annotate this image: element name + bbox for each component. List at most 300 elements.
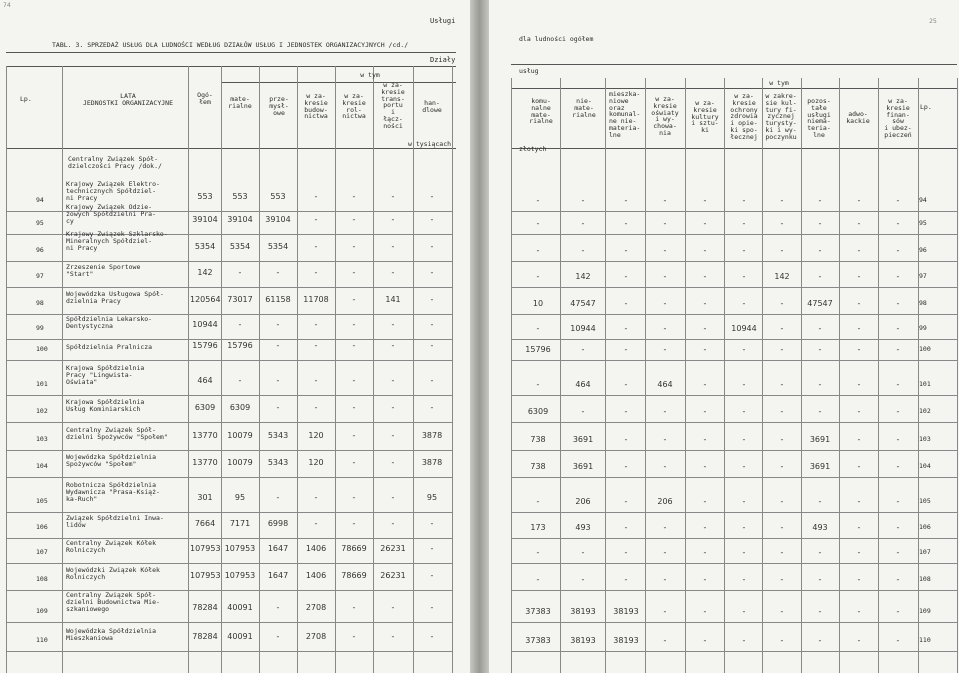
table-cell: -: [352, 403, 356, 412]
row-rule: [511, 450, 957, 451]
section-heading-uslugi: Usługi: [430, 17, 456, 25]
table-cell: -: [430, 603, 434, 612]
row-lp: 101: [36, 380, 48, 388]
table-cell: -: [818, 607, 822, 616]
row-lp: 109: [919, 607, 931, 615]
table-title-continued: dla ludności ogółem: [519, 35, 594, 43]
row-rule: [511, 360, 957, 361]
table-cell: -: [581, 246, 585, 255]
table-cell: -: [624, 435, 628, 444]
table-cell: -: [742, 380, 746, 389]
table-cell: -: [742, 219, 746, 228]
column-rule: [413, 66, 414, 673]
column-rule: [918, 78, 919, 673]
table-cell: 493: [812, 523, 828, 532]
page-number: 25: [929, 17, 937, 25]
table-cell: 95: [234, 493, 246, 502]
table-cell: -: [896, 219, 900, 228]
row-rule: [511, 395, 957, 396]
section-note: Centralny Związek Spół- dzielczości Pracy /dok./: [68, 155, 162, 170]
table-cell: -: [896, 435, 900, 444]
table-cell: -: [818, 345, 822, 354]
table-cell: -: [352, 268, 356, 277]
row-unit-name: Związek Spółdzielni Inwa- lidów: [66, 514, 164, 529]
row-unit-name: Centralny Związek Spół- dzielni Budownictwa Mie- szkaniowego: [66, 591, 160, 613]
table-cell: -: [857, 407, 861, 416]
table-cell: -: [857, 636, 861, 645]
row-rule: [6, 512, 452, 513]
table-cell: 301: [197, 493, 213, 502]
table-cell: -: [857, 272, 861, 281]
table-cell: 738: [530, 435, 546, 444]
table-cell: -: [857, 497, 861, 506]
unit-label-right: złotych: [519, 145, 547, 153]
row-lp: 109: [36, 607, 48, 615]
table-cell: -: [703, 345, 707, 354]
table-cell: -: [430, 242, 434, 251]
row-unit-name: Krajowa Spółdzielnia Usług Kominiarskich: [66, 398, 145, 413]
unit-label: w tysiącach: [408, 140, 452, 148]
col-header-transportu: w za- kresie trans- portu i łącz- ności: [381, 81, 405, 130]
row-unit-name: Wojewódzki Związek Kółek Rolniczych: [66, 566, 160, 581]
table-cell: 3878: [421, 458, 443, 467]
table-cell: -: [818, 219, 822, 228]
table-cell: -: [742, 523, 746, 532]
table-cell: -: [536, 575, 540, 584]
row-lp: 108: [919, 575, 931, 583]
table-cell: -: [581, 219, 585, 228]
row-rule: [511, 512, 957, 513]
col-header-budownictwa: w za- kresie budow- nictwa: [304, 92, 328, 121]
table-cell: -: [857, 196, 861, 205]
col-header-w-tym: w tym: [360, 71, 380, 79]
table-cell: -: [352, 192, 356, 201]
row-lp: 105: [919, 497, 931, 505]
table-cell: -: [624, 219, 628, 228]
table-cell: -: [238, 376, 242, 385]
table-cell: 3691: [572, 462, 594, 471]
column-rule: [62, 66, 63, 673]
table-cell: -: [896, 299, 900, 308]
table-cell: -: [703, 523, 707, 532]
table-cell: -: [780, 324, 784, 333]
table-cell: -: [896, 324, 900, 333]
table-cell: -: [703, 246, 707, 255]
table-cell: -: [703, 219, 707, 228]
table-cell: -: [536, 380, 540, 389]
section-heading-dzialy: Działy: [430, 56, 456, 64]
table-cell: -: [663, 246, 667, 255]
table-cell: -: [857, 523, 861, 532]
table-cell: -: [663, 219, 667, 228]
row-lp: 95: [36, 219, 44, 227]
table-cell: -: [857, 345, 861, 354]
table-cell: -: [276, 493, 280, 502]
col-header-ogolem: Ogó- łem: [197, 91, 213, 106]
table-cell: 3691: [572, 435, 594, 444]
table-cell: -: [624, 548, 628, 557]
table-cell: 38193: [570, 636, 596, 645]
table-cell: -: [896, 607, 900, 616]
table-cell: 3878: [421, 431, 443, 440]
rule-header-bottom-right: [511, 148, 957, 149]
table-cell: -: [624, 407, 628, 416]
table-cell: -: [896, 272, 900, 281]
col-header-w-tym-right: w tym: [769, 79, 789, 87]
table-cell: -: [276, 341, 280, 350]
table-cell: 173: [530, 523, 546, 532]
table-cell: -: [391, 493, 395, 502]
row-lp: 108: [36, 575, 48, 583]
table-cell: -: [391, 458, 395, 467]
column-rule: [259, 66, 260, 673]
table-cell: -: [818, 407, 822, 416]
table-cell: -: [703, 636, 707, 645]
table-cell: -: [276, 603, 280, 612]
column-rule: [335, 66, 336, 673]
table-cell: -: [857, 299, 861, 308]
table-cell: -: [663, 299, 667, 308]
table-cell: -: [896, 636, 900, 645]
row-lp: 103: [36, 435, 48, 443]
table-cell: 553: [197, 192, 213, 201]
table-cell: -: [663, 636, 667, 645]
table-cell: -: [742, 345, 746, 354]
table-cell: -: [624, 345, 628, 354]
row-rule: [511, 234, 957, 235]
table-title: TABL. 3. SPRZEDAŻ USŁUG DLA LUDNOŚCI WEDŁUG DZIAŁÓW USŁUG I JEDNOSTEK ORGANIZACYJNYCH /cd./: [52, 41, 409, 49]
table-cell: -: [352, 376, 356, 385]
table-cell: -: [663, 607, 667, 616]
table-cell: -: [703, 575, 707, 584]
table-cell: -: [430, 268, 434, 277]
table-cell: 10944: [570, 324, 596, 333]
table-cell: 107953: [224, 571, 256, 580]
row-unit-name: Centralny Związek Kółek Rolniczych: [66, 539, 157, 554]
col-header-lp: Lp.: [20, 95, 32, 103]
table-cell: 40091: [227, 603, 253, 612]
row-rule: [511, 422, 957, 423]
table-cell: -: [857, 324, 861, 333]
column-rule: [188, 66, 189, 673]
table-cell: -: [352, 493, 356, 502]
table-cell: -: [780, 299, 784, 308]
table-cell: 47547: [570, 299, 596, 308]
table-cell: -: [780, 497, 784, 506]
table-cell: -: [780, 246, 784, 255]
row-lp: 106: [919, 523, 931, 531]
row-rule: [6, 477, 452, 478]
table-cell: -: [663, 324, 667, 333]
row-lp: 107: [919, 548, 931, 556]
table-cell: -: [703, 607, 707, 616]
row-rule: [6, 622, 452, 623]
table-cell: -: [430, 632, 434, 641]
column-rule: [297, 66, 298, 673]
table-cell: -: [857, 219, 861, 228]
row-lp: 106: [36, 523, 48, 531]
table-cell: -: [896, 523, 900, 532]
row-lp: 97: [919, 272, 927, 280]
row-lp: 102: [36, 407, 48, 415]
table-cell: -: [857, 575, 861, 584]
row-lp: 100: [36, 345, 48, 353]
table-cell: 3691: [809, 462, 831, 471]
book-gutter: [470, 0, 489, 673]
table-cell: -: [536, 246, 540, 255]
table-cell: -: [352, 431, 356, 440]
table-cell: -: [352, 458, 356, 467]
column-rule: [605, 78, 606, 673]
table-cell: -: [314, 320, 318, 329]
row-unit-name: Krajowa Spółdzielnia Pracy "Lingwista- Oświata": [66, 364, 145, 386]
rule-under-title: [6, 66, 456, 67]
table-cell: 120564: [190, 295, 221, 304]
row-rule: [511, 651, 957, 652]
table-cell: -: [857, 462, 861, 471]
col-header-pozostale: pozos- tałe usługi niema- teria- lne: [807, 97, 831, 140]
table-cell: -: [430, 215, 434, 224]
row-rule: [6, 339, 452, 340]
column-rule: [511, 78, 512, 673]
row-rule: [511, 287, 957, 288]
table-cell: -: [391, 403, 395, 412]
row-lp: 110: [36, 636, 48, 644]
row-unit-name: Spółdzielnia Pralnicza: [66, 343, 153, 351]
table-cell: 78284: [192, 632, 218, 641]
table-cell: -: [703, 324, 707, 333]
table-cell: -: [742, 497, 746, 506]
table-cell: -: [857, 607, 861, 616]
table-cell: -: [238, 268, 242, 277]
row-unit-name: Wojewódzka Spółdzielnia Spożywców "Społem": [66, 453, 157, 468]
table-cell: -: [276, 403, 280, 412]
table-cell: 2708: [305, 632, 327, 641]
table-cell: -: [391, 268, 395, 277]
table-cell: -: [663, 196, 667, 205]
col-header-niematerialne: nie- mate- rialne: [572, 97, 596, 119]
table-cell: -: [780, 575, 784, 584]
right-page: [489, 0, 959, 673]
table-cell: -: [742, 272, 746, 281]
table-cell: 120: [308, 431, 324, 440]
col-header-kultury: w za- kresie kultury i sztu- ki: [691, 99, 719, 135]
row-lp: 104: [36, 462, 48, 470]
row-lp: 102: [919, 407, 931, 415]
table-cell: -: [276, 268, 280, 277]
row-unit-name: Robotnicza Spółdzielnia Wydawnicza "Prasa-Książ- ka-Ruch": [66, 481, 160, 503]
col-header-oswiaty: w za- kresie oświaty i wy- chowa- nia: [651, 95, 679, 138]
table-cell: -: [663, 462, 667, 471]
row-rule: [511, 477, 957, 478]
table-cell: 141: [385, 295, 401, 304]
table-cell: 15796: [227, 341, 253, 350]
table-cell: -: [663, 523, 667, 532]
table-cell: -: [818, 575, 822, 584]
table-cell: 142: [575, 272, 591, 281]
table-cell: 39104: [265, 215, 291, 224]
table-cell: -: [896, 497, 900, 506]
table-cell: -: [391, 320, 395, 329]
rule-w-tym-right: [511, 88, 957, 89]
table-cell: -: [391, 632, 395, 641]
table-cell: -: [742, 575, 746, 584]
table-cell: -: [780, 548, 784, 557]
row-lp: 101: [919, 380, 931, 388]
table-cell: 78669: [341, 571, 367, 580]
table-cell: -: [818, 272, 822, 281]
table-cell: -: [536, 324, 540, 333]
table-cell: 1406: [305, 571, 327, 580]
table-cell: -: [742, 246, 746, 255]
row-unit-name: Krajowy Związek Odzie- żowych Spółdzielni Pra- cy: [66, 203, 157, 225]
row-lp: 104: [919, 462, 931, 470]
table-cell: -: [624, 246, 628, 255]
row-rule: [6, 651, 452, 652]
col-header-lata: LATA JEDNOSTKI ORGANIZACYJNE: [82, 92, 173, 107]
table-cell: 37383: [525, 636, 551, 645]
table-cell: 11708: [303, 295, 329, 304]
table-cell: -: [624, 575, 628, 584]
table-cell: -: [896, 196, 900, 205]
table-cell: -: [391, 431, 395, 440]
table-cell: -: [314, 519, 318, 528]
table-cell: -: [663, 407, 667, 416]
table-cell: -: [391, 341, 395, 350]
table-cell: 206: [575, 497, 591, 506]
table-cell: -: [430, 192, 434, 201]
row-lp: 107: [36, 548, 48, 556]
table-cell: -: [818, 324, 822, 333]
table-cell: 5354: [267, 242, 289, 251]
table-cell: -: [742, 407, 746, 416]
col-header-lp-right: Lp.: [920, 103, 932, 111]
table-cell: -: [391, 603, 395, 612]
row-rule: [511, 211, 957, 212]
col-header-rolnictwa: w za- kresie rol- nictwa: [342, 92, 366, 121]
row-rule: [511, 339, 957, 340]
table-cell: 6309: [527, 407, 549, 416]
table-cell: 40091: [227, 632, 253, 641]
table-cell: -: [624, 196, 628, 205]
table-cell: 142: [774, 272, 790, 281]
col-header-mieszkaniowe: mieszka- niowe oraz komunal- ne nie- materia- lne: [609, 90, 641, 139]
table-cell: -: [536, 196, 540, 205]
table-cell: -: [624, 324, 628, 333]
table-cell: 7171: [229, 519, 251, 528]
table-cell: -: [742, 462, 746, 471]
table-cell: -: [314, 341, 318, 350]
table-cell: -: [818, 636, 822, 645]
table-cell: 6309: [194, 403, 216, 412]
table-cell: -: [703, 272, 707, 281]
table-cell: -: [536, 272, 540, 281]
column-rule: [221, 66, 222, 673]
table-cell: -: [780, 219, 784, 228]
table-cell: 10944: [731, 324, 757, 333]
table-cell: 7664: [194, 519, 216, 528]
table-cell: -: [314, 403, 318, 412]
row-rule: [6, 563, 452, 564]
table-cell: 3691: [809, 435, 831, 444]
table-cell: 107953: [224, 544, 256, 553]
table-cell: -: [663, 575, 667, 584]
row-lp: 98: [919, 299, 927, 307]
table-cell: -: [276, 376, 280, 385]
table-cell: -: [896, 345, 900, 354]
col-header-ochrony-zdrowia: w za- kresie ochrony zdrowia i opie- ki spo- łecznej: [730, 92, 758, 141]
table-cell: -: [663, 435, 667, 444]
table-cell: 464: [657, 380, 673, 389]
rule-header-bottom: [6, 148, 456, 149]
table-cell: -: [703, 407, 707, 416]
table-cell: -: [857, 246, 861, 255]
row-unit-name: Wojewódzka Spółdzielnia Mieszkaniowa: [66, 627, 157, 642]
table-cell: 493: [575, 523, 591, 532]
row-rule: [511, 261, 957, 262]
row-rule: [6, 287, 452, 288]
table-cell: -: [624, 272, 628, 281]
row-unit-name: Spółdzielnia Lekarsko- Dentystyczna: [66, 315, 153, 330]
table-cell: -: [780, 380, 784, 389]
table-cell: 47547: [807, 299, 833, 308]
row-lp: 97: [36, 272, 44, 280]
table-cell: 107953: [190, 544, 221, 553]
row-rule: [511, 590, 957, 591]
table-cell: 464: [197, 376, 213, 385]
column-rule: [452, 66, 453, 673]
table-cell: -: [430, 295, 434, 304]
table-cell: -: [624, 497, 628, 506]
table-cell: -: [314, 493, 318, 502]
col-header-przemyslowe: prze- mysł- owe: [269, 95, 289, 117]
table-cell: -: [703, 299, 707, 308]
table-cell: 120: [308, 458, 324, 467]
table-cell: -: [391, 242, 395, 251]
row-lp: 96: [919, 246, 927, 254]
row-lp: 105: [36, 497, 48, 505]
table-cell: -: [857, 380, 861, 389]
table-cell: -: [624, 380, 628, 389]
table-cell: -: [391, 519, 395, 528]
left-page: [0, 0, 470, 673]
table-cell: -: [238, 320, 242, 329]
table-cell: -: [624, 462, 628, 471]
row-rule: [511, 538, 957, 539]
col-header-materialne: mate- rialne: [228, 95, 252, 110]
table-cell: 73017: [227, 295, 253, 304]
table-cell: -: [818, 246, 822, 255]
column-rule: [878, 78, 879, 673]
table-cell: -: [314, 242, 318, 251]
table-cell: -: [314, 192, 318, 201]
table-cell: -: [742, 196, 746, 205]
table-cell: -: [742, 636, 746, 645]
table-cell: -: [391, 215, 395, 224]
table-cell: -: [430, 403, 434, 412]
rule-w-tym: [222, 82, 456, 83]
col-header-handlowe: han- dlowe: [422, 99, 442, 114]
table-cell: 26231: [380, 544, 406, 553]
col-header-finansowe: w za- kresie finan- sów i ubez- pieczeń: [884, 97, 912, 140]
table-cell: 6998: [267, 519, 289, 528]
table-cell: 1647: [267, 571, 289, 580]
table-cell: -: [581, 345, 585, 354]
row-lp: 103: [919, 435, 931, 443]
table-cell: 61158: [265, 295, 291, 304]
table-cell: -: [780, 607, 784, 616]
table-cell: -: [430, 571, 434, 580]
